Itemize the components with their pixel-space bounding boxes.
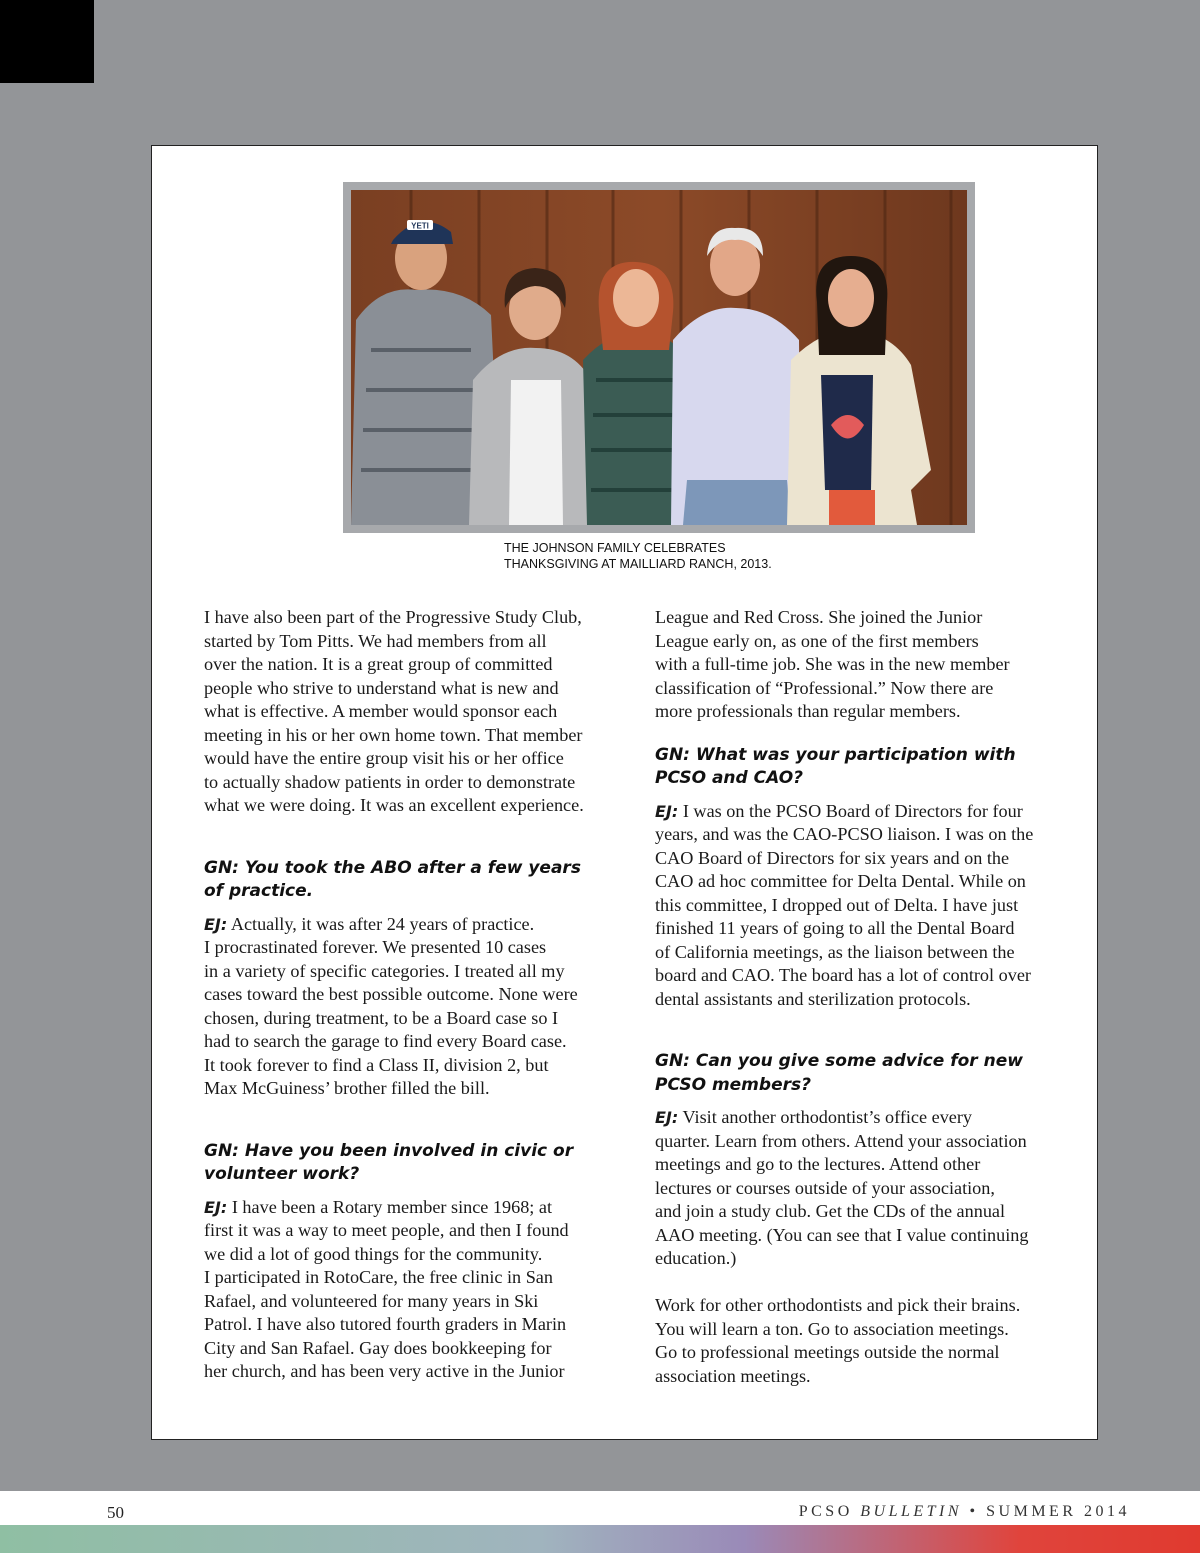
answer-civic-work (204, 1196, 624, 1384)
paragraph-study-club: I have also been part of the Progressive Study Club, started by Tom Pitts. We had members from all over the nation. It is a great group of committed people who strive to understand what is new and what is effective. A member would sponsor each meeting in his or her own home town. That member would have the entire group visit his or her office to actually shadow patients in order to demonstrate what we were doing. It was an excellent experience. (204, 607, 584, 815)
answer-pcso-cao (655, 800, 1075, 1012)
photo-caption (504, 540, 864, 572)
corner-black-block (0, 0, 94, 83)
running-footer-title (799, 1503, 1130, 1521)
paragraph-junior-league: League and Red Cross. She joined the Junior League early on, as one of the first members with a full-time job. She was in the new member classification of “Professional.” Now there are more professionals than regular members. (655, 607, 1010, 721)
answer-advice (655, 1106, 1075, 1271)
answer-abo (204, 913, 624, 1101)
caption-line-1: THE JOHNSON FAMILY CELEBRATES (504, 541, 726, 555)
answer-abo-text: Actually, it was after 24 years of practice. I procrastinated forever. We presented 10 cases in a variety of specific categories. I treated all my cases toward the best possible outcome. None were chosen, during treatment, to be a Board case so I had to search the garage to find every Board case. It took forever to find a Class II, division 2, but Max McGuiness’ brother filled the bill. (204, 913, 578, 1098)
question-civic-work: GN: Have you been involved in civic or volunteer work? (204, 1140, 574, 1184)
article-page (151, 145, 1098, 1440)
right-column (655, 606, 1075, 1388)
answer-label: EJ: (655, 1108, 679, 1127)
answer-label: EJ: (655, 801, 679, 821)
answer-label: EJ: (204, 1197, 228, 1217)
answer-label: EJ: (204, 914, 228, 934)
cap-logo-text: YETI (411, 221, 429, 231)
page-number: 50 (107, 1503, 124, 1522)
family-photo-frame (343, 182, 975, 533)
answer-pcso-cao-text: I was on the PCSO Board of Directors for four years, and was the CAO-PCSO liaison. I was on the CAO Board of Directors for six years and on the CAO ad hoc committee for Delta Dental. While on this committee, I dropped out of Delta. I have just finished 11 years of going to all the Dental Board of California meetings, as the liaison between the board and CAO. The board has a lot of control over dental assistants and sterilization protocols. (655, 800, 1034, 1009)
caption-line-2: THANKSGIVING AT MAILLIARD RANCH, 2013. (504, 557, 772, 571)
answer-civic-work-text: I have been a Rotary member since 1968; at first it was a way to meet people, and then I found we did a lot of good things for the community. I participated in RotoCare, the free clinic in San Rafael, and volunteered for many years in Ski Patrol. I have also tutored fourth graders in Marin City and San Rafael. Gay does bookkeeping for her church, and has been very active in the Junior (204, 1196, 569, 1381)
left-column (204, 606, 624, 1384)
family-photo (351, 190, 967, 525)
footer-color-bar (0, 1525, 1200, 1553)
publication-issue: • SUMMER 2014 (962, 1503, 1130, 1520)
question-abo: GN: You took the ABO after a few years of practice. (204, 857, 581, 901)
paragraph-work-advice: Work for other orthodontists and pick their brains. You will learn a ton. Go to association meetings. Go to professional meetings outside the normal association meetings. (655, 1295, 1021, 1386)
publication-prefix: PCSO (798, 1503, 861, 1520)
question-pcso-cao: GN: What was your participation with PCSO and CAO? (655, 744, 1016, 788)
question-advice: GN: Can you give some advice for new PCSO members? (655, 1051, 1023, 1095)
publication-name: BULLETIN (860, 1503, 963, 1520)
answer-advice-text: Visit another orthodontist’s office every quarter. Learn from others. Attend your association meetings and go to the lectures. Attend other lectures or courses outside of your association, and join a study club. Get the CDs of the annual AAO meeting. (You can see that I value continuing education.) (655, 1107, 1029, 1268)
